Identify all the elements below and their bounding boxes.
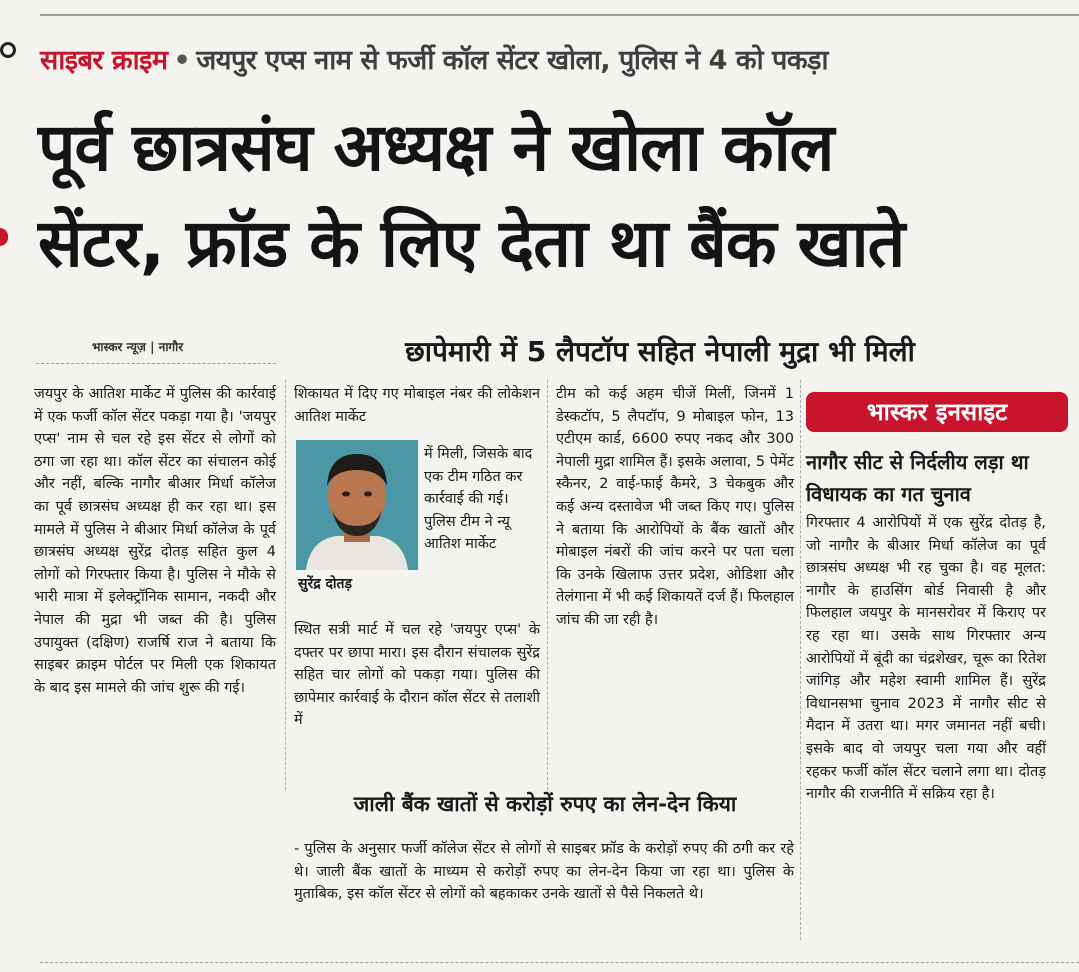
insight-badge: भास्कर इनसाइट — [806, 392, 1068, 432]
subhead: छापेमारी में 5 लैपटॉप सहित नेपाली मुद्रा भी मिली — [405, 335, 915, 368]
headline-line-1: पूर्व छात्रसंघ अध्यक्ष ने खोला कॉल — [38, 109, 834, 186]
bottom-rule — [40, 962, 1079, 963]
accused-photo — [296, 440, 418, 570]
byline-rule — [36, 363, 276, 364]
column-divider — [800, 380, 801, 940]
headline-line-2: सेंटर, फ्रॉड के लिए देता था बैंक खाते — [38, 205, 905, 282]
article-column-3: टीम को कई अहम चीजें मिलीं, जिनमें 1 डेस्कटॉप, 5 लैपटॉप, 9 मोबाइल फोन, 13 एटीएम कार्ड, 6600 रुपए नकद और 300 नेपाली मुद्रा शामिल हैं। इसके अलावा, 5 पेमेंट स्कैनर, 2 वाई-फाई कैमरे, 3 चेकबुक और कई अन्य दस्तावेज भी जब्त किए गए। पुलिस ने बताया कि आरोपियों के बैंक खातों और मोबाइल नंबरों की जांच करने पर पता चला कि उनके खिलाफ उत्तर प्रदेश, ओडिशा और तेलंगाना में भी कई शिकायतें दर्ज हैं। फिलहाल जांच की जा रही है। — [556, 386, 794, 628]
article-column-2-top: शिकायत में दिए गए मोबाइल नंबर की लोकेशन आतिश मार्केट — [294, 386, 540, 425]
kicker-separator: • — [173, 45, 191, 76]
top-rule — [40, 14, 1079, 16]
kicker-section: साइबर क्राइम — [40, 45, 168, 76]
column-divider — [547, 380, 548, 790]
kicker-text: जयपुर एप्स नाम से फर्जी कॉल सेंटर खोला, पुलिस ने 4 को पकड़ा — [196, 45, 828, 76]
margin-red-mark — [0, 228, 8, 246]
insight-body: गिरफ्तार 4 आरोपियों में एक सुरेंद्र दोतड़ है, जो नागौर के बीआर मिर्धा कॉलेज का पूर्व छात्रसंघ अध्यक्ष भी रह चुका है। वह मूलत: नागौर के हाउसिंग बोर्ड निवासी है और फिलहाल जयपुर के मानसरोवर में किराए पर रह रहा था। उसके साथ गिरफ्तार अन्य आरोपियों में बूंदी का चंद्रशेखर, चूरू का रितेश जांगिड़ और महेश स्वामी शामिल हैं। सुरेंद्र विधानसभा चुनाव 2023 में नागौर सीट से मैदान में उतरा था। मगर जमानत नहीं बची। इसके बाद वो जयपुर चला गया और वहीं रहकर फर्जी कॉल सेंटर चलाने लगा था। दोतड़ नागौर की राजनीति में सक्रिय रहा है। — [806, 515, 1046, 803]
insight-title: नागौर सीट से निर्दलीय लड़ा था विधायक का गत चुनाव — [806, 450, 1029, 506]
margin-ring — [0, 42, 16, 58]
article-column-2-bottom: स्थित सत्री मार्ट में चल रहे 'जयपुर एप्स' के दफ्तर पर छापा मारा। इस दौरान संचालक सुरेंद्र सहित चार लोगों को पकड़ा गया। पुलिस की छापेमार कार्रवाई के दौरान कॉल सेंटर से तलाशी में — [294, 622, 540, 729]
byline: भास्कर न्यूज़ | नागौर — [92, 340, 184, 354]
article-bottom-text: - पुलिस के अनुसार फर्जी कॉलेज सेंटर से लोगों से साइबर फ्रॉड के करोड़ों रुपए की ठगी कर रहे थे। जाली बैंक खातों के माध्यम से करोड़ों रुपए का लेन-देन किया जा रहा था। पुलिस के मुताबिक, इस कॉल सेंटर से लोगों को बहकाकर उनके खातों से पैसे निकलते थे। — [294, 841, 794, 903]
article-column-1: जयपुर के आतिश मार्केट में पुलिस की कार्रवाई में एक फर्जी कॉल सेंटर पकड़ा गया है। 'जयपुर एप्स' नाम से चल रहे इस सेंटर से लोगों को ठगा जा रहा था। कॉल सेंटर का संचालन कोई और नहीं, बल्कि नागौर बीआर मिर्धा कॉलेज का पूर्व छात्रसंघ अध्यक्ष ही कर रहा था। इस मामले में पुलिस ने बीआर मिर्धा कॉलेज के पूर्व छात्रसंघ अध्यक्ष सुरेंद्र दोतड़ सहित कुल 4 लोगों को गिरफ्तार किया है। पुलिस ने मौके से भारी मात्रा में इलेक्ट्रॉनिक सामान, नकदी और नेपाल की मुद्रा भी जब्त की है। पुलिस उपायुक्त (दक्षिण) राजर्षि राज ने बताया कि साइबर क्राइम पोर्टल पर मिली एक शिकायत के बाद इस मामले की जांच शुरू की गई। — [34, 386, 276, 696]
article-column-2-side: में मिली, जिसके बाद एक टीम गठित कर कार्रवाई की गई। पुलिस टीम ने न्यू आतिश मार्केट — [424, 446, 533, 553]
headline — [38, 100, 1079, 292]
photo-caption: सुरेंद्र दोतड़ — [298, 576, 353, 592]
subhead-2: जाली बैंक खातों से करोड़ों रुपए का लेन-देन किया — [353, 792, 737, 816]
person-portrait-icon — [296, 440, 418, 570]
column-divider — [285, 380, 286, 790]
kicker — [40, 40, 828, 77]
